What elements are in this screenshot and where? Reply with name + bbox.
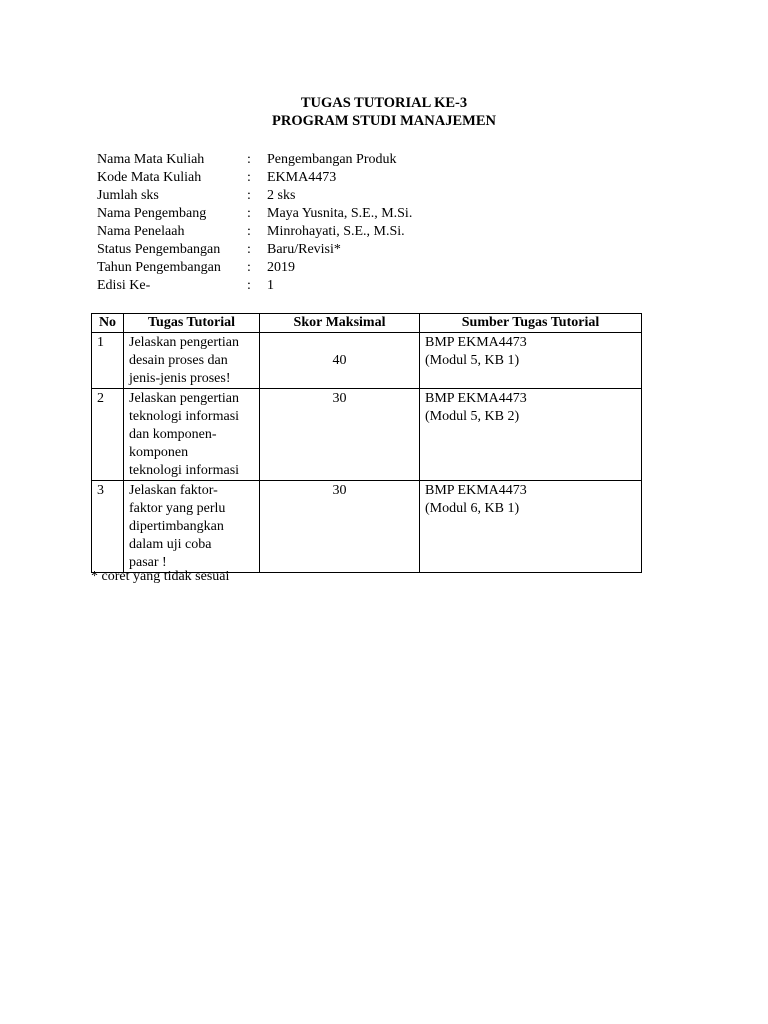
- task-cell: [124, 389, 260, 481]
- source-line: BMP EKMA4473: [425, 391, 527, 406]
- table-header-row: [92, 314, 642, 333]
- info-row-reviewer: [97, 223, 412, 241]
- source-cell: [420, 389, 642, 481]
- source-line: BMP EKMA4473: [425, 335, 527, 350]
- info-row-status: [97, 241, 412, 259]
- source-line: (Modul 5, KB 2): [425, 409, 520, 424]
- info-value: Baru/Revisi*: [267, 242, 341, 257]
- info-label: Nama Mata Kuliah: [97, 152, 205, 167]
- task-line: Jelaskan pengertian: [129, 391, 240, 406]
- info-row-year: [97, 259, 412, 277]
- table-row: [92, 389, 642, 481]
- info-value: 2 sks: [267, 188, 296, 203]
- task-line: Jelaskan pengertian: [129, 335, 240, 350]
- task-line: jenis-jenis proses!: [129, 371, 231, 386]
- info-colon: :: [247, 188, 251, 203]
- score-cell: 30: [260, 481, 420, 573]
- info-label: Tahun Pengembangan: [97, 260, 221, 275]
- info-label: Kode Mata Kuliah: [97, 170, 202, 185]
- info-row-course-code: [97, 169, 412, 187]
- source-line: (Modul 5, KB 1): [425, 353, 520, 368]
- task-line: dipertimbangkan: [129, 519, 224, 534]
- info-label: Edisi Ke-: [97, 278, 151, 293]
- info-row-developer: [97, 205, 412, 223]
- info-colon: :: [247, 260, 251, 275]
- table-row: [92, 333, 642, 389]
- info-colon: :: [247, 206, 251, 221]
- info-colon: :: [247, 152, 251, 167]
- task-line: pasar !: [129, 555, 167, 570]
- header-no: No: [92, 314, 124, 333]
- task-line: desain proses dan: [129, 353, 228, 368]
- info-label: Status Pengembangan: [97, 242, 221, 257]
- info-colon: :: [247, 224, 251, 239]
- task-line: faktor yang perlu: [129, 501, 226, 516]
- task-cell: [124, 481, 260, 573]
- info-label: Nama Penelaah: [97, 224, 185, 239]
- table-row: [92, 481, 642, 573]
- source-line: (Modul 6, KB 1): [425, 501, 520, 516]
- info-value: Maya Yusnita, S.E., M.Si.: [267, 206, 413, 221]
- info-colon: :: [247, 278, 251, 293]
- info-value: 2019: [267, 260, 295, 275]
- task-cell: [124, 333, 260, 389]
- source-line: BMP EKMA4473: [425, 483, 527, 498]
- course-info: [97, 151, 412, 295]
- info-value: Pengembangan Produk: [267, 152, 397, 167]
- info-row-credits: [97, 187, 412, 205]
- task-line: dan komponen-: [129, 427, 217, 442]
- row-number: 3: [92, 481, 124, 573]
- info-colon: :: [247, 170, 251, 185]
- info-colon: :: [247, 242, 251, 257]
- header-source: Sumber Tugas Tutorial: [420, 314, 642, 333]
- score-cell: 30: [260, 389, 420, 481]
- info-label: Jumlah sks: [97, 188, 159, 203]
- task-line: komponen: [129, 445, 189, 460]
- source-cell: [420, 333, 642, 389]
- row-number: 2: [92, 389, 124, 481]
- score-cell: 40: [260, 333, 420, 389]
- footnote: * coret yang tidak sesuai: [91, 569, 230, 584]
- document-title: TUGAS TUTORIAL KE-3: [300, 95, 468, 111]
- info-row-edition: [97, 277, 412, 295]
- info-value: Minrohayati, S.E., M.Si.: [267, 224, 405, 239]
- header-score: Skor Maksimal: [260, 314, 420, 333]
- source-cell: [420, 481, 642, 573]
- info-value: EKMA4473: [267, 170, 337, 185]
- task-line: teknologi informasi: [129, 409, 240, 424]
- tutorial-task-table: [91, 313, 642, 573]
- info-label: Nama Pengembang: [97, 206, 207, 221]
- task-line: dalam uji coba: [129, 537, 212, 552]
- header-task: Tugas Tutorial: [124, 314, 260, 333]
- document-subtitle: PROGRAM STUDI MANAJEMEN: [272, 113, 496, 129]
- row-number: 1: [92, 333, 124, 389]
- task-line: teknologi informasi: [129, 463, 240, 478]
- info-value: 1: [267, 278, 274, 293]
- info-row-course-name: [97, 151, 412, 169]
- task-line: Jelaskan faktor-: [129, 483, 218, 498]
